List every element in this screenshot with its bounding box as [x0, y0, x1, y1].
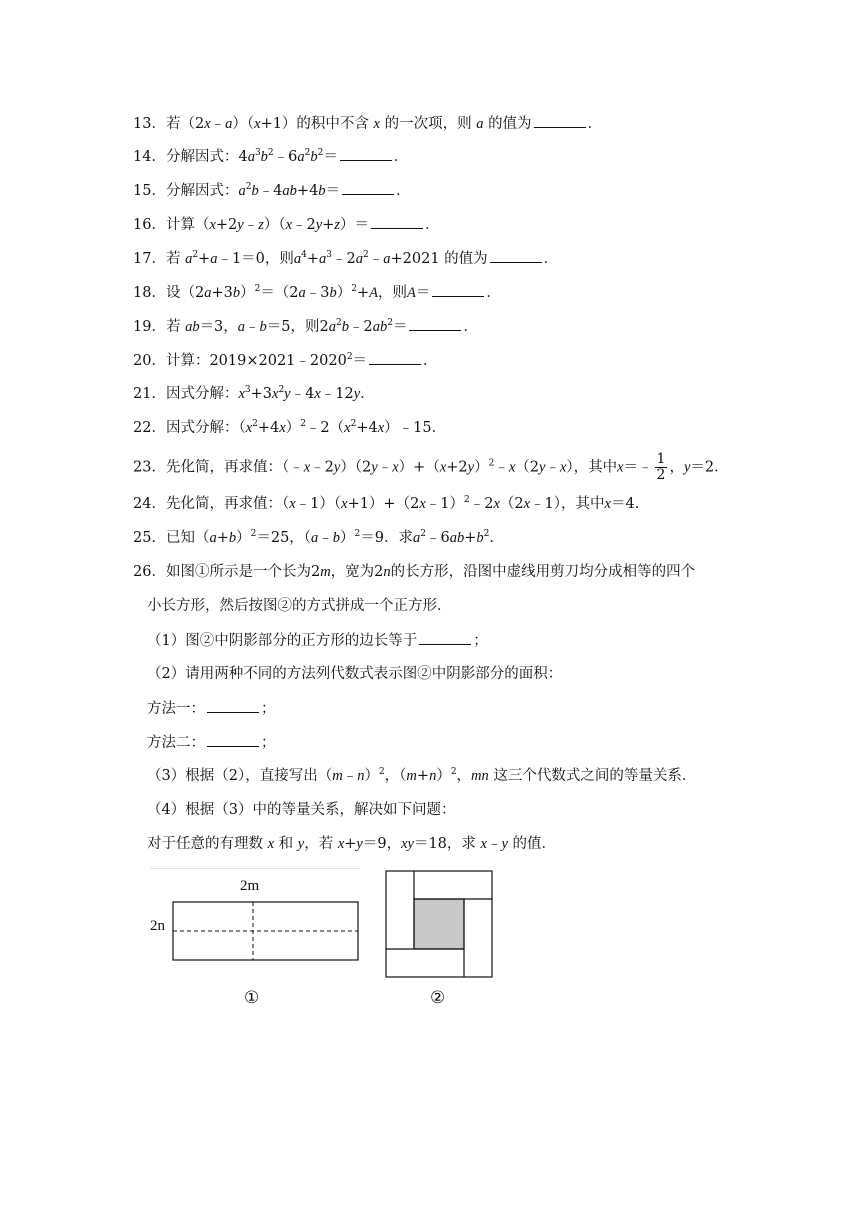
answer-blank	[432, 282, 484, 297]
figure-2-caption: ②	[430, 988, 446, 1007]
problem-17: 17．若 $a^2+a﹣1=0$，则$a^4+a^3﹣2a^2﹣a+2021$ 的值为 ．	[133, 250, 559, 267]
problem-14: 14．分解因式：$4a^3b^2﹣6a^2b^2=$ ．	[133, 148, 409, 165]
figure-1-top-label: 2m	[240, 878, 260, 894]
answer-blank	[409, 316, 461, 331]
figure-2	[380, 866, 500, 1016]
problem-15: 15．分解因式：$a^2b﹣4ab+4b=$ ．	[133, 182, 411, 199]
problem-26-q4: （4）根据（3）中的等量关系，解决如下问题：	[147, 802, 456, 818]
problem-24: 24．先化简，再求值：（x﹣1）（x+1）+（2x﹣1）$^2$﹣2x（2x﹣1），其中x＝4．	[133, 495, 650, 512]
problem-26: 26．如图①所示是一个长为2m，宽为2n的长方形，沿图中虚线用剪刀均分成相等的四个	[133, 564, 696, 580]
answer-blank	[207, 698, 259, 713]
figure-1-side-label: 2n	[150, 918, 165, 934]
problem-26-q1: （1）图②中阴影部分的正方形的边长等于 ；	[147, 630, 488, 651]
problem-23: 23．先化简，再求值：$(﹣x﹣2y)(2y﹣x)+(x+2y)^2﹣x(2y﹣x)$，其中x＝﹣ $\frac{1}{2}$ ，y＝2．	[133, 451, 729, 483]
problem-18: 18．设$(2a+3b)^2=(2a﹣3b)^2+A$，则A＝ ．	[133, 284, 501, 301]
problem-26-line2: 小长方形，然后按图②的方式拼成一个正方形．	[147, 598, 452, 614]
problem-13: 13．若（2x﹣a）（x+1）的积中不含 x 的一次项，则 a 的值为 ．	[133, 113, 602, 134]
problem-20: 20．计算：$2019\times 2021﹣2020^2=$ ．	[133, 352, 438, 369]
problem-22: 22．因式分解：$(x^2+4x)^2﹣2(x^2+4x)﹣15$．	[133, 419, 447, 436]
problem-26-q2: （2）请用两种不同的方法列代数式表示图②中阴影部分的面积：	[147, 666, 563, 682]
answer-blank	[371, 214, 423, 229]
figure-1	[146, 866, 361, 1016]
fraction: $\frac{1}{2}$	[656, 451, 666, 483]
answer-blank	[534, 113, 586, 128]
problem-21: 21．因式分解：$x^3+3x^2y﹣4x﹣12y$．	[133, 385, 375, 402]
problem-19: 19．若 ab＝3，a﹣b＝5，则$2a^2b﹣2ab^2=$ ．	[133, 318, 478, 335]
problem-26-q3: （3）根据（2），直接写出（m﹣n）$^2$，$(m+n)^2$，mn 这三个代数式之间的等量关系．	[147, 767, 697, 784]
figure-2-square	[380, 866, 500, 986]
problem-26-method1: 方法一： ；	[147, 698, 276, 719]
problem-26-method2: 方法二： ；	[147, 732, 276, 753]
answer-blank	[207, 732, 259, 747]
answer-blank	[419, 630, 471, 645]
figure-1-caption: ①	[244, 988, 260, 1007]
answer-blank	[369, 350, 421, 365]
answer-blank	[340, 146, 392, 161]
problem-16: 16．计算（x+2y﹣z）（x﹣2y+z）＝ ．	[133, 214, 440, 235]
problem-25: 25．已知$(a+b)^2=25$，（a﹣b）$^2$＝9．求$a^2﹣6ab+b^2$．	[133, 529, 504, 546]
problem-26-q5: 对于任意的有理数 x 和 y，若 x+y＝9，xy＝18，求 x﹣y 的值．	[147, 836, 556, 852]
answer-blank	[342, 180, 394, 195]
answer-blank	[490, 248, 542, 263]
